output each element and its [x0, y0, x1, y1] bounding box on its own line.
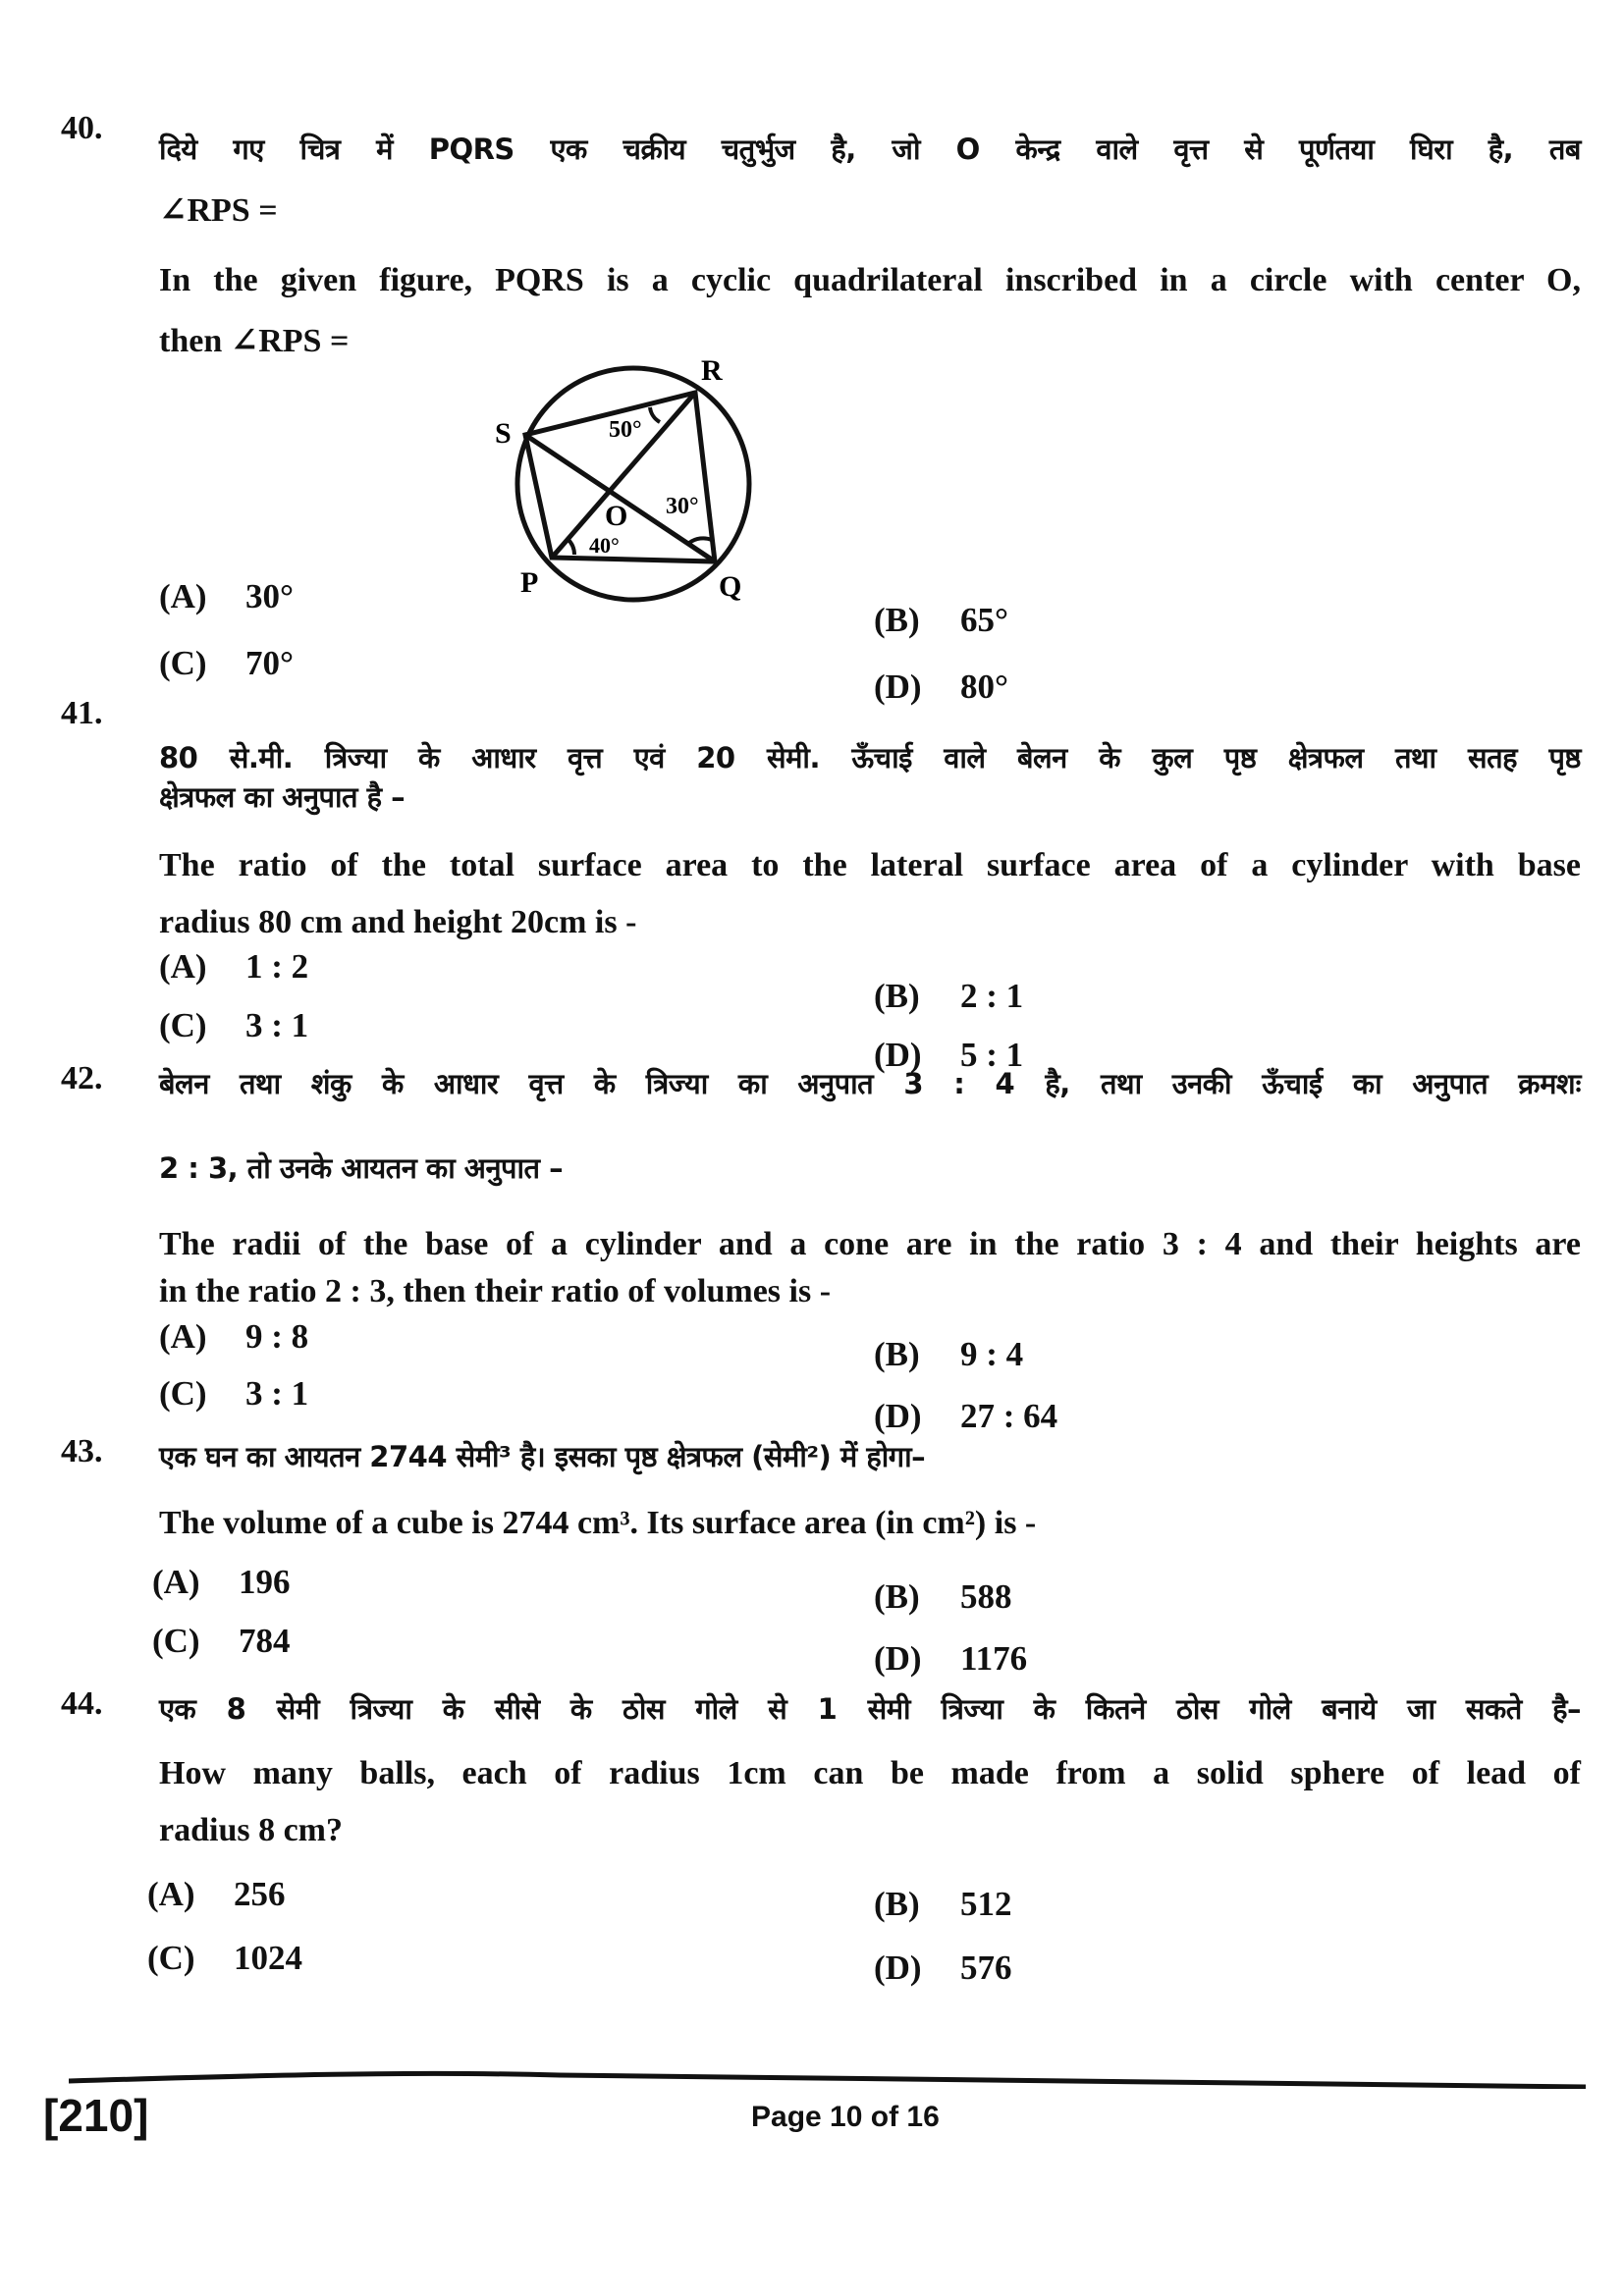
question-number: 40.: [61, 110, 103, 146]
vertex-label-s: S: [495, 417, 512, 450]
option-label: (C): [159, 644, 207, 682]
option-c[interactable]: [147, 1939, 302, 1978]
question-text-english: in the ratio 2 : 3, then their ratio of volumes is -: [159, 1273, 832, 1309]
option-value: 784: [239, 1622, 291, 1660]
option-a[interactable]: [159, 947, 308, 987]
question-text-hindi: दिये गए चित्र में PQRS एक चक्रीय चतुर्भुज है, जो O केन्द्र वाले वृत्त से पूर्णतया घिरा है, तब: [159, 133, 1581, 166]
option-value: 1 : 2: [245, 947, 309, 986]
option-label: (C): [159, 1374, 207, 1413]
angle-label: 50°: [609, 417, 642, 443]
option-a[interactable]: [159, 577, 294, 616]
option-value: 9 : 8: [245, 1317, 309, 1356]
option-label: (C): [147, 1939, 195, 1977]
question-text-english: The radii of the base of a cylinder and a cone are in the ratio 3 : 4 and their heights are: [159, 1226, 1581, 1262]
option-label: (D): [874, 1639, 922, 1678]
option-c[interactable]: [159, 644, 294, 683]
option-label: (B): [874, 1335, 920, 1373]
question-number: 43.: [61, 1433, 103, 1469]
option-label: (D): [874, 1397, 922, 1435]
option-d[interactable]: [874, 1639, 1027, 1679]
option-a[interactable]: [152, 1563, 291, 1602]
option-value: 9 : 4: [960, 1335, 1024, 1373]
question-number: 42.: [61, 1060, 103, 1096]
cyclic-quadrilateral-figure: [481, 348, 785, 604]
option-label: (A): [159, 577, 207, 615]
option-d[interactable]: [874, 667, 1008, 707]
vertex-label-r: R: [701, 354, 723, 387]
option-value: 1176: [960, 1639, 1028, 1678]
question-text-english: In the given figure, PQRS is a cyclic quadrilateral inscribed in a circle with center O,: [159, 262, 1581, 298]
question-text-hindi: बेलन तथा शंकु के आधार वृत्त के त्रिज्या का अनुपात 3 : 4 है, तथा उनकी ऊँचाई का अनुपात क्रमशः: [159, 1067, 1581, 1100]
option-label: (B): [874, 977, 920, 1015]
question-number: 44.: [61, 1685, 103, 1722]
option-label: (C): [159, 1006, 207, 1044]
option-value: 5 : 1: [960, 1036, 1024, 1074]
question-text-hindi: एक घन का आयतन 2744 सेमी³ है। इसका पृष्ठ क्षेत्रफल (सेमी²) में होगा–: [159, 1440, 926, 1473]
option-value: 65°: [960, 601, 1008, 639]
paper-code: [210]: [43, 2090, 149, 2141]
question-text-hindi: एक 8 सेमी त्रिज्या के सीसे के ठोस गोले से 1 सेमी त्रिज्या के कितने ठोस गोले बनाये जा सकते है–: [159, 1692, 1581, 1726]
option-label: (B): [874, 1885, 920, 1923]
angle-label: 30°: [666, 494, 699, 519]
option-label: (B): [874, 1577, 920, 1616]
option-c[interactable]: [159, 1006, 308, 1045]
question-text-hindi: 80 से.मी. त्रिज्या के आधार वृत्त एवं 20 सेमी. ऊँचाई वाले बेलन के कुल पृष्ठ क्षेत्रफल तथा सतह पृष्ठ: [159, 741, 1581, 774]
option-label: (A): [159, 1317, 207, 1356]
option-b[interactable]: [874, 1577, 1012, 1617]
vertex-label-q: Q: [719, 570, 742, 603]
footer-divider: [69, 2069, 1586, 2089]
option-label: (C): [152, 1622, 200, 1660]
question-text-english: The volume of a cube is 2744 cm³. Its surface area (in cm²) is -: [159, 1505, 1037, 1541]
question-text-english: radius 80 cm and height 20cm is -: [159, 904, 637, 940]
question-text-english: radius 8 cm?: [159, 1812, 343, 1848]
option-value: 512: [960, 1885, 1012, 1923]
page-number: Page 10 of 16: [751, 2101, 940, 2133]
option-value: 1024: [234, 1939, 302, 1977]
question-number: 41.: [61, 695, 103, 731]
option-a[interactable]: [159, 1317, 308, 1357]
option-label: (D): [874, 1949, 922, 1987]
circle: [517, 368, 749, 600]
option-value: 256: [234, 1875, 286, 1913]
option-d[interactable]: [874, 1949, 1012, 1988]
option-c[interactable]: [152, 1622, 291, 1661]
question-text-hindi: ∠RPS =: [159, 192, 278, 229]
option-b[interactable]: [874, 1885, 1012, 1924]
option-label: (A): [152, 1563, 200, 1601]
question-text-english: then ∠RPS =: [159, 323, 350, 359]
angle-label: 40°: [589, 533, 620, 558]
option-value: 576: [960, 1949, 1012, 1987]
option-b[interactable]: [874, 977, 1023, 1016]
option-d[interactable]: [874, 1397, 1057, 1436]
question-text-hindi: क्षेत्रफल का अनुपात है –: [159, 780, 406, 814]
question-text-english: How many balls, each of radius 1cm can be made from a solid sphere of lead of: [159, 1755, 1581, 1791]
question-text-english: The ratio of the total surface area to the lateral surface area of a cylinder with base: [159, 847, 1581, 883]
center-label-o: O: [605, 500, 628, 532]
vertex-label-p: P: [520, 566, 539, 599]
option-value: 3 : 1: [245, 1374, 309, 1413]
option-value: 30°: [245, 577, 294, 615]
option-value: 2 : 1: [960, 977, 1024, 1015]
option-value: 3 : 1: [245, 1006, 309, 1044]
option-value: 196: [239, 1563, 291, 1601]
option-value: 80°: [960, 667, 1008, 706]
option-label: (A): [147, 1875, 195, 1913]
question-text-hindi: 2 : 3, तो उनके आयतन का अनुपात –: [159, 1151, 564, 1185]
option-a[interactable]: [147, 1875, 286, 1914]
option-c[interactable]: [159, 1374, 308, 1414]
option-b[interactable]: [874, 1335, 1023, 1374]
option-label: (D): [874, 667, 922, 706]
option-value: 70°: [245, 644, 294, 682]
option-value: 27 : 64: [960, 1397, 1058, 1435]
option-value: 588: [960, 1577, 1012, 1616]
option-label: (A): [159, 947, 207, 986]
option-label: (B): [874, 601, 920, 639]
option-b[interactable]: [874, 601, 1008, 640]
option-label: (D): [874, 1036, 922, 1074]
